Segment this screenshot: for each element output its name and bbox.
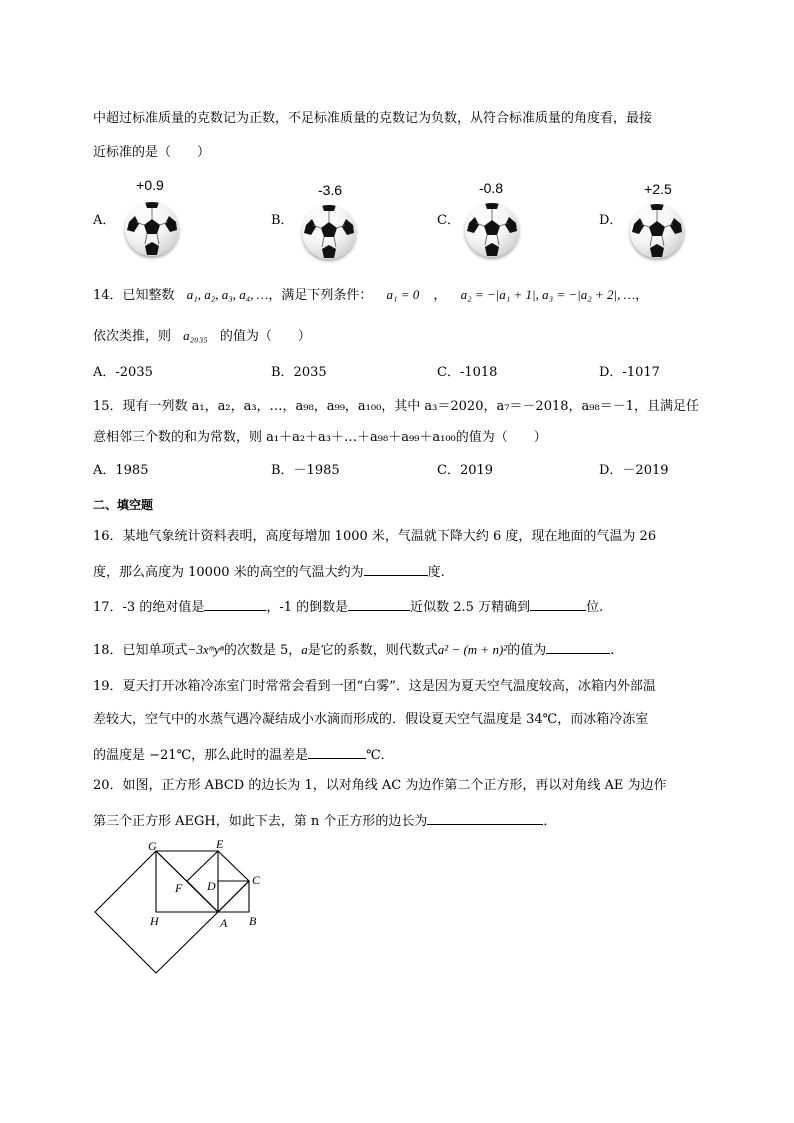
- q18-answer-blank[interactable]: [546, 639, 610, 654]
- q15-option-b: B．－1985: [271, 463, 340, 478]
- q17-blank-1[interactable]: [204, 596, 266, 611]
- q18-line: [93, 639, 614, 660]
- q13-option-b: [300, 181, 360, 199]
- q18-part-e: .: [610, 643, 615, 658]
- q19-line2: 差较大，空气中的水蒸气遇冷凝结成小水滴而形成的．假设夏天空气温度是 34℃，而冰箱冷冻室: [93, 712, 649, 727]
- q20-line1: 20．如图，正方形 ABCD 的边长为 1，以对角线 AC 为边作第二个正方形，再以对角线 AE 为边作: [93, 778, 667, 793]
- q15-option-a: A．1985: [93, 463, 149, 478]
- soccer-ball-icon: [125, 202, 179, 256]
- q18-part-a: 18．已知单项式: [93, 643, 188, 658]
- q14-condition-1: a₁ = 0: [386, 287, 420, 302]
- q17-line: [93, 596, 603, 617]
- q19-line3b: ℃．: [366, 748, 394, 763]
- q17-blank-2[interactable]: [348, 596, 410, 611]
- q18-part-d: 的值为: [507, 643, 547, 658]
- q13-line1: 中超过标准质量的克数记为正数，不足标准质量的克数记为负数，从符合标准质量的角度看，最接: [93, 111, 653, 126]
- q20-line2a: 第三个正方形 AEGH，如此下去，第 n 个正方形的边长为: [93, 814, 428, 829]
- q17-part-d: 位.: [586, 600, 604, 615]
- q13-option-a: [120, 176, 180, 194]
- figure-label-h: H: [150, 914, 159, 928]
- q16-line2b: 度.: [427, 565, 445, 580]
- q19-line1: 19．夏天打开冰箱冷冻室门时常常会看到一团“白雾”．这是因为夏天空气温度较高，冰箱内外部温: [93, 679, 656, 694]
- q19-answer-blank[interactable]: [308, 744, 366, 759]
- q13-option-a-value: +0.9: [136, 177, 164, 193]
- q15-option-d: D．－2019: [599, 463, 669, 478]
- q17-blank-3[interactable]: [530, 596, 586, 611]
- q13-option-d-label: D．: [599, 213, 623, 228]
- q14-line2: [93, 327, 311, 346]
- q14-cond-label: ，满足下列条件：: [268, 288, 373, 303]
- q14-option-c: C．-1018: [437, 365, 498, 380]
- section-fill-in-blank-title: 二、填空题: [93, 498, 154, 512]
- q18-var: a: [301, 642, 308, 657]
- q16-line2: [93, 561, 445, 582]
- q14-end: ，: [635, 288, 649, 303]
- q14-term: a₂₀₃₅: [183, 328, 208, 343]
- q14-option-a: A．-2035: [93, 365, 153, 380]
- q18-part-c: 是它的系数，则代数式: [307, 643, 438, 658]
- q14-prefix: 14．已知整数: [93, 288, 175, 303]
- q13-line2: 近标准的是（ ）: [93, 145, 211, 160]
- q13-option-b-label: B．: [271, 213, 294, 228]
- q13-option-d: [628, 180, 688, 198]
- figure-label-g: G: [148, 839, 157, 853]
- q20-answer-blank[interactable]: [427, 810, 543, 825]
- q13-option-c-value: -0.8: [478, 180, 504, 196]
- q16-line2a: 度，那么高度为 10000 米的高空的气温大约为: [93, 565, 364, 580]
- figure-label-a: A: [220, 916, 228, 930]
- q13-option-b-value: -3.6: [317, 182, 343, 198]
- q14-option-b: B．2035: [271, 365, 327, 380]
- q17-part-b: ，-1 的倒数是: [266, 600, 349, 615]
- q18-expression: a² − (m + n)²: [437, 642, 508, 657]
- figure-label-d: D: [207, 879, 216, 893]
- q15-line1: 15．现有一列数 a₁，a₂，a₃，…，a₉₈，a₉₉，a₁₀₀，其中 a₃＝2020，a₇＝－2018，a₉₈＝－1，且满足任: [93, 399, 699, 414]
- q20-line2: [93, 810, 556, 831]
- q15-line2: 意相邻三个数的和为常数，则 a₁＋a₂＋a₃＋…＋a₉₈＋a₉₉＋a₁₀₀的值为（ ）: [93, 430, 547, 445]
- q17-part-a: 17．-3 的绝对值是: [93, 600, 205, 615]
- q16-answer-blank[interactable]: [364, 561, 428, 576]
- q14-separator: ，: [433, 288, 447, 303]
- q14-sequence: a₁, a₂, a₃, a₄, …: [186, 287, 269, 302]
- nested-squares-figure: [88, 832, 288, 982]
- q13-option-c-label: C．: [437, 213, 460, 228]
- figure-label-b: B: [249, 914, 257, 928]
- figure-diagonal-ac: [218, 881, 249, 912]
- q14-line2a: 依次类推，则: [93, 329, 172, 344]
- q14-condition-2: a₂ = −|a₁ + 1|, a₃ = −|a₂ + 2|, …: [460, 287, 636, 302]
- q13-option-a-label: A．: [93, 213, 116, 228]
- q18-monomial: −3xᵐyⁿ: [187, 642, 224, 657]
- q16-line1: 16．某地气象统计资料表明，高度每增加 1000 米，气温就下降大约 6 度，现在地面的气温为 26: [93, 529, 657, 544]
- figure-label-e: E: [216, 837, 224, 851]
- soccer-ball-icon: [630, 204, 684, 258]
- q20-line2b: ．: [543, 814, 557, 829]
- soccer-ball-icon: [302, 205, 356, 259]
- q19-line3a: 的温度是 −21℃，那么此时的温差是: [93, 748, 309, 763]
- q14-line2b: 的值为（ ）: [219, 329, 311, 344]
- figure-label-c: C: [252, 873, 261, 887]
- q17-part-c: 近似数 2.5 万精确到: [410, 600, 531, 615]
- q18-part-b: 的次数是 5，: [223, 643, 302, 658]
- q15-option-c: C．2019: [437, 463, 494, 478]
- q13-option-d-value: +2.5: [644, 181, 672, 197]
- figure-label-f: F: [175, 881, 183, 895]
- q14-line1: [93, 286, 648, 305]
- q19-line3: [93, 744, 394, 765]
- q14-option-d: D．-1017: [599, 365, 660, 380]
- q13-option-c: [461, 179, 521, 197]
- soccer-ball-icon: [465, 203, 519, 257]
